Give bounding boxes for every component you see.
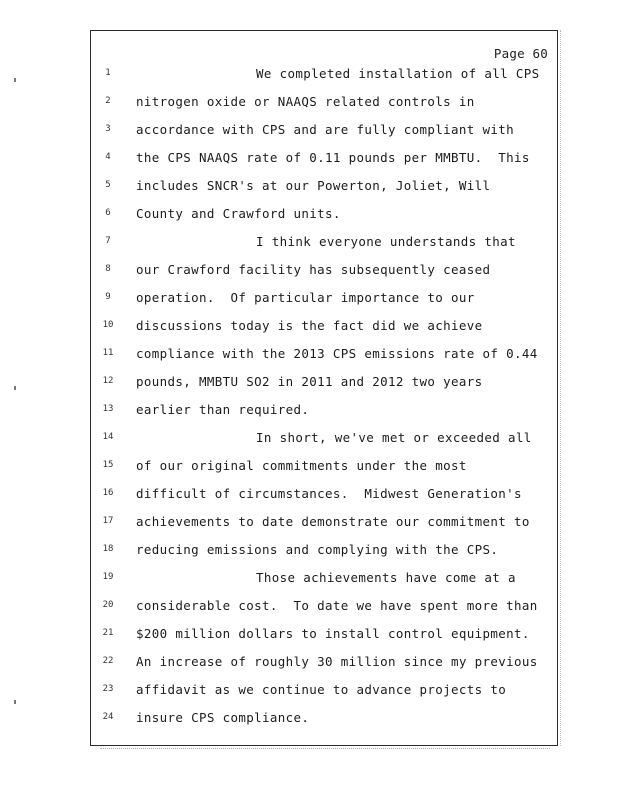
line-number: 22 [102, 656, 114, 666]
transcript-line: An increase of roughly 30 million since my previous [136, 654, 538, 669]
transcript-line: operation. Of particular importance to our [136, 290, 475, 305]
margin-mark [14, 78, 16, 82]
line-number: 4 [105, 152, 111, 162]
transcript-line: compliance with the 2013 CPS emissions rate of 0.44 [136, 346, 538, 361]
line-number: 12 [102, 376, 114, 386]
line-number: 21 [102, 628, 114, 638]
transcript-line: affidavit as we continue to advance projects to [136, 682, 507, 697]
transcript-line: I think everyone understands that [256, 234, 516, 249]
transcript-line: nitrogen oxide or NAAQS related controls in [136, 94, 475, 109]
line-number: 11 [102, 348, 114, 358]
line-number: 6 [105, 208, 111, 218]
line-number: 17 [102, 516, 114, 526]
line-number: 19 [102, 572, 114, 582]
transcript-line: accordance with CPS and are fully compliant with [136, 122, 515, 137]
transcript-line: insure CPS compliance. [136, 710, 310, 725]
transcript-line: $200 million dollars to install control equipment. [136, 626, 530, 641]
transcript-line: of our original commitments under the most [136, 458, 467, 473]
transcript-line: County and Crawford units. [136, 206, 341, 221]
transcript-line: pounds, MMBTU SO2 in 2011 and 2012 two years [136, 374, 483, 389]
scan-edge-bottom [100, 748, 550, 750]
margin-mark [14, 386, 16, 390]
transcript-line: difficult of circumstances. Midwest Generation's [136, 486, 522, 501]
transcript-line: our Crawford facility has subsequently ceased [136, 262, 491, 277]
transcript-line: discussions today is the fact did we achieve [136, 318, 483, 333]
transcript-line: In short, we've met or exceeded all [256, 430, 532, 445]
transcript-line: Those achievements have come at a [256, 570, 516, 585]
line-number: 10 [102, 320, 114, 330]
transcript-line: earlier than required. [136, 402, 310, 417]
margin-mark [14, 700, 16, 704]
transcript-line: We completed installation of all CPS [256, 66, 540, 81]
line-number: 24 [102, 712, 114, 722]
line-number: 9 [105, 292, 111, 302]
scan-edge-right [560, 30, 563, 746]
line-number: 18 [102, 544, 114, 554]
line-number: 13 [102, 404, 114, 414]
line-number: 15 [102, 460, 114, 470]
line-number: 16 [102, 488, 114, 498]
transcript-line: reducing emissions and complying with the CPS. [136, 542, 499, 557]
line-number: 20 [102, 600, 114, 610]
transcript-line: the CPS NAAQS rate of 0.11 pounds per MMBTU. This [136, 150, 530, 165]
line-number: 7 [105, 236, 111, 246]
line-number: 14 [102, 432, 114, 442]
transcript-line: considerable cost. To date we have spent more than [136, 598, 538, 613]
line-number: 23 [102, 684, 114, 694]
transcript-line: includes SNCR's at our Powerton, Joliet, Will [136, 178, 491, 193]
transcript-line: achievements to date demonstrate our commitment to [136, 514, 530, 529]
page-number: Page 60 [493, 46, 548, 61]
line-number: 1 [105, 68, 111, 78]
line-number: 2 [105, 96, 111, 106]
line-number: 3 [105, 124, 111, 134]
line-number: 5 [105, 180, 111, 190]
line-number: 8 [105, 264, 111, 274]
